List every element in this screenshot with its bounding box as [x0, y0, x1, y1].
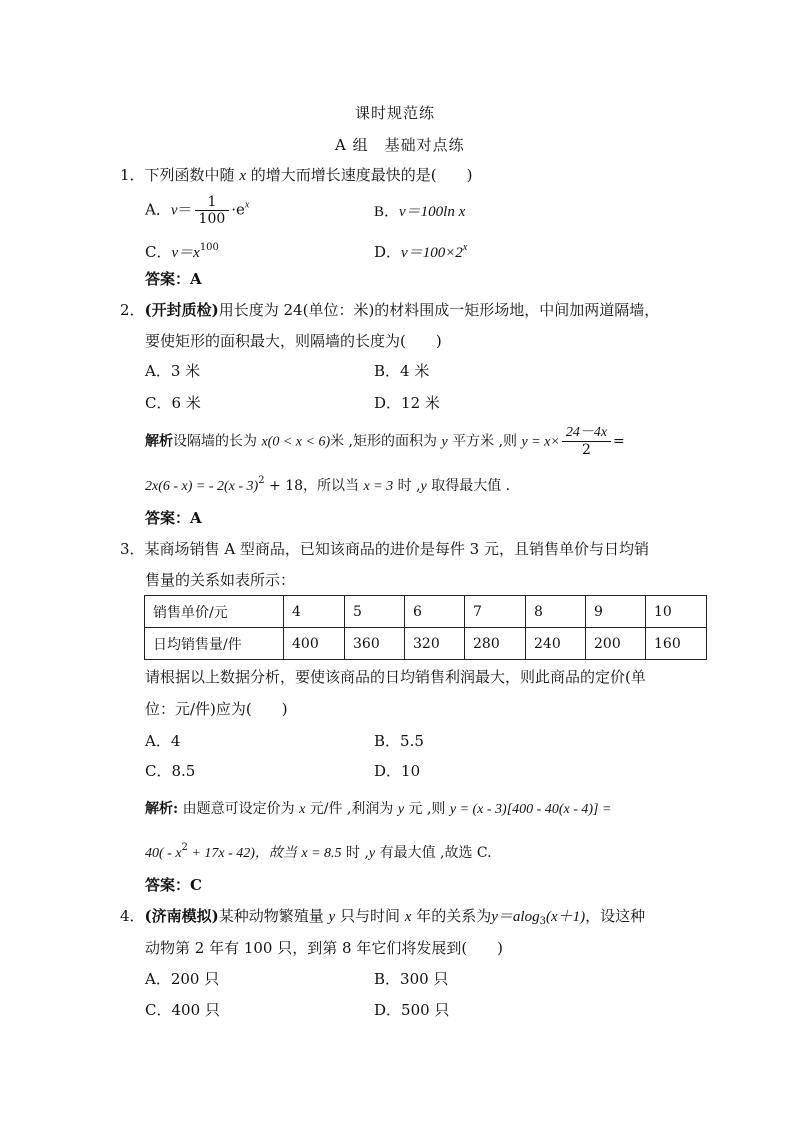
option-a[interactable]: A．3 米 [145, 362, 201, 380]
question-1-stem: 1．下列函数中随 x 的增大而增长速度最快的是( ) [120, 166, 473, 184]
option-c[interactable]: C．400 只 [145, 1001, 220, 1019]
table-cell: 400 [284, 628, 345, 660]
analysis-3-line1: 解析: 由题意可设定价为 x 元/件 ,利润为 y 元 ,则 y = (x ‐ 3)[400 ‐ 40(x ‐ 4)] = [145, 801, 612, 817]
price-sales-table [144, 595, 707, 660]
answer-3: 答案：C [145, 876, 202, 894]
source-tag: (开封质检) [144, 301, 219, 319]
option-c[interactable]: C．$v=x^{100}$ [145, 242, 219, 261]
option-d[interactable]: D．500 只 [374, 1001, 450, 1019]
table-cell: 10 [646, 596, 707, 628]
option-c[interactable]: C．8.5 [145, 762, 196, 780]
analysis-2-line1: 解析设隔墙的长为 x(0 < x < 6)米 ,矩形的面积为 y 平方米 ,则 y = x× $\frac{24-4x}{2}$ = [145, 425, 625, 458]
option-b[interactable]: B．300 只 [374, 970, 449, 988]
option-c[interactable]: C．6 米 [145, 394, 201, 412]
answer-2: 答案：A [145, 509, 202, 527]
question-3-line1: 3．某商场销售 A 型商品，已知该商品的进价是每件 3 元，且销售单价与日均销 [120, 540, 649, 558]
fraction: $\frac{1}{100}$ [195, 194, 230, 227]
question-4-line1: 4．(济南模拟)某种动物繁殖量 y 只与时间 x 年的关系为y＝alog$_3$(x＋1)，设这种 [120, 907, 646, 927]
page-title: 课时规范练 [355, 104, 436, 122]
fraction: $\frac{24-4x}{2}$ [562, 425, 611, 458]
table-cell: 320 [405, 628, 465, 660]
source-tag: (济南模拟) [144, 907, 219, 925]
question-3-line2: 售量的关系如表所示： [145, 571, 296, 589]
option-a[interactable]: A．4 [145, 732, 181, 750]
analysis-2-line2: 2x(6 ‐ x) = ‐ 2(x ‐ 3)$^2$ + 18，所以当 x = 3 时 ,y 取得最大值 . [145, 475, 511, 494]
question-2-line1: 2．(开封质检)用长度为 24(单位：米)的材料围成一矩形场地，中间加两道隔墙， [120, 301, 660, 319]
question-3-line3: 请根据以上数据分析，要使该商品的日均销售利润最大，则此商品的定价(单 [145, 668, 646, 686]
table-cell: 9 [586, 596, 646, 628]
option-b[interactable]: B．4 米 [374, 362, 430, 380]
option-d[interactable]: D．$v=100\times 2^x$ [374, 242, 468, 261]
table-cell: 4 [284, 596, 345, 628]
analysis-3-line2: 40( ‐ $x^2 + 17x$ ‐ 42)，故当 x = 8.5 时 ,y 有最大值 ,故选 C. [145, 842, 492, 861]
option-b[interactable]: B．v＝100ln x [374, 204, 466, 220]
table-row [145, 596, 707, 628]
table-cell: 280 [465, 628, 526, 660]
table-cell: 8 [526, 596, 586, 628]
question-4-line2: 动物第 2 年有 100 只，到第 8 年它们将发展到( ) [145, 939, 504, 957]
table-cell: 5 [345, 596, 405, 628]
answer-1: 答案：A [145, 270, 202, 288]
option-b[interactable]: B．5.5 [374, 732, 424, 750]
option-a[interactable]: A．200 只 [145, 970, 220, 988]
table-cell: 6 [405, 596, 465, 628]
question-2-line2: 要使矩形的面积最大，则隔墙的长度为( ) [145, 332, 442, 350]
section-heading: A 组 基础对点练 [335, 136, 465, 154]
row-header: 销售单价/元 [145, 596, 284, 628]
table-cell: 200 [586, 628, 646, 660]
question-number: 1． [120, 166, 145, 184]
table-cell: 360 [345, 628, 405, 660]
table-cell: 240 [526, 628, 586, 660]
option-a[interactable]: A．v＝ $\frac{1}{100}$ $\cdot e^x$ [145, 194, 250, 227]
question-3-line4: 位：元/件)应为( ) [145, 700, 288, 718]
table-row [145, 628, 707, 660]
table-cell: 7 [465, 596, 526, 628]
row-header: 日均销售量/件 [145, 628, 284, 660]
option-d[interactable]: D．10 [374, 762, 421, 780]
table-cell: 160 [646, 628, 707, 660]
option-d[interactable]: D．12 米 [374, 394, 440, 412]
